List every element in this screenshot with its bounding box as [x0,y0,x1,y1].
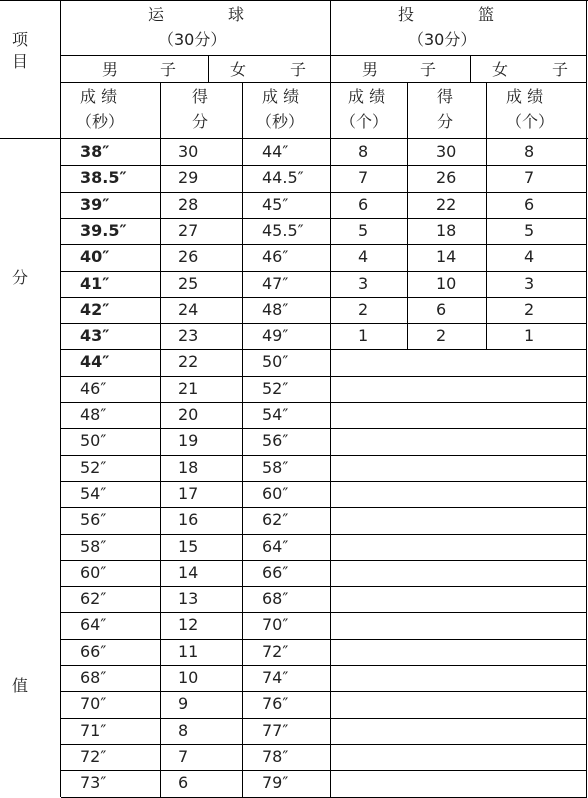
female-header: 子 [290,60,307,79]
dribble-score: 15 [178,537,199,556]
item-label: 目 [12,52,29,71]
dribble-male-time: 50″ [80,431,107,450]
dribble-female-time: 52″ [262,379,289,398]
dribble-male-time: 56″ [80,510,107,529]
shoot-score: 10 [436,274,457,293]
dribble-score: 23 [178,326,199,345]
dribble-male-time: 72″ [80,747,107,766]
shoot-male-count: 1 [358,326,369,345]
dribble-female-time: 50″ [262,352,289,371]
dribble-score: 26 [178,247,199,266]
shoot-score: 6 [436,300,447,319]
unit-seconds: （秒） [256,112,305,131]
male-header: 男 [362,60,379,79]
result-header: 成 绩 [348,87,386,106]
dribble-female-time: 74″ [262,668,289,687]
score-header: 分 [437,112,454,131]
dribble-score: 6 [178,773,189,792]
dribble-score: 13 [178,589,199,608]
dribble-score: 12 [178,615,199,634]
dribble-title: 球 [228,5,245,24]
dribble-male-time: 43″ [80,326,110,345]
dribble-male-time: 52″ [80,458,107,477]
shoot-title: 投 [398,5,415,24]
score-header: 分 [192,112,209,131]
shoot-title: 篮 [478,5,495,24]
dribble-female-time: 58″ [262,458,289,477]
shoot-male-count: 5 [358,221,369,240]
shoot-male-count: 3 [358,274,369,293]
dribble-male-time: 42″ [80,300,110,319]
dribble-female-time: 62″ [262,510,289,529]
dribble-score: 7 [178,747,189,766]
shoot-male-count: 6 [358,195,369,214]
dribble-score: 14 [178,563,199,582]
dribble-male-time: 62″ [80,589,107,608]
dribble-title: 运 [148,5,165,24]
dribble-female-time: 49″ [262,326,289,345]
score-header: 得 [437,87,454,106]
dribble-male-time: 66″ [80,642,107,661]
dribble-male-time: 44″ [80,352,110,371]
dribble-female-time: 45.5″ [262,221,304,240]
dribble-female-time: 76″ [262,694,289,713]
dribble-score: 17 [178,484,199,503]
dribble-male-time: 39″ [80,195,110,214]
dribble-male-time: 46″ [80,379,107,398]
dribble-male-time: 68″ [80,668,107,687]
dribble-female-time: 46″ [262,247,289,266]
dribble-score: 9 [178,694,189,713]
shoot-points: （30分） [408,30,477,49]
dribble-female-time: 45″ [262,195,289,214]
dribble-male-time: 39.5″ [80,221,127,240]
female-header: 子 [552,60,569,79]
shoot-score: 30 [436,142,457,161]
shoot-score: 2 [436,326,447,345]
dribble-female-time: 44″ [262,142,289,161]
dribble-male-time: 41″ [80,274,110,293]
dribble-female-time: 56″ [262,431,289,450]
shoot-female-count: 3 [524,274,535,293]
shoot-score: 22 [436,195,457,214]
shoot-female-count: 7 [524,168,535,187]
dribble-score: 16 [178,510,199,529]
dribble-score: 25 [178,274,199,293]
dribble-score: 8 [178,721,189,740]
result-header: 成 绩 [506,87,544,106]
shoot-male-count: 2 [358,300,369,319]
shoot-male-count: 7 [358,168,369,187]
male-header: 男 [102,60,119,79]
dribble-female-time: 68″ [262,589,289,608]
shoot-female-count: 8 [524,142,535,161]
dribble-female-time: 64″ [262,537,289,556]
shoot-score: 14 [436,247,457,266]
dribble-male-time: 70″ [80,694,107,713]
side-label-fen: 分 [12,268,29,287]
shoot-score: 18 [436,221,457,240]
dribble-score: 19 [178,431,199,450]
dribble-female-time: 72″ [262,642,289,661]
female-header: 女 [230,60,247,79]
shoot-male-count: 4 [358,247,369,266]
result-header: 成 绩 [80,87,118,106]
item-label: 项 [12,30,29,49]
dribble-score: 10 [178,668,199,687]
unit-count: （个） [340,112,389,131]
dribble-male-time: 54″ [80,484,107,503]
dribble-score: 20 [178,405,199,424]
dribble-score: 22 [178,352,199,371]
dribble-male-time: 58″ [80,537,107,556]
dribble-female-time: 44.5″ [262,168,304,187]
shoot-score: 26 [436,168,457,187]
dribble-male-time: 71″ [80,721,107,740]
dribble-male-time: 38″ [80,142,110,161]
result-header: 成 绩 [262,87,300,106]
dribble-female-time: 78″ [262,747,289,766]
dribble-female-time: 77″ [262,721,289,740]
male-header: 子 [160,60,177,79]
dribble-male-time: 40″ [80,247,110,266]
side-label-zhi: 值 [12,676,29,695]
male-header: 子 [420,60,437,79]
dribble-score: 27 [178,221,199,240]
score-header: 得 [192,87,209,106]
dribble-score: 30 [178,142,199,161]
dribble-score: 18 [178,458,199,477]
dribble-score: 21 [178,379,199,398]
unit-seconds: （秒） [76,112,125,131]
dribble-female-time: 79″ [262,773,289,792]
dribble-male-time: 60″ [80,563,107,582]
unit-count: （个） [506,112,555,131]
dribble-score: 11 [178,642,199,661]
dribble-male-time: 64″ [80,615,107,634]
dribble-female-time: 47″ [262,274,289,293]
shoot-male-count: 8 [358,142,369,161]
dribble-female-time: 60″ [262,484,289,503]
dribble-male-time: 48″ [80,405,107,424]
dribble-male-time: 73″ [80,773,107,792]
shoot-female-count: 6 [524,195,535,214]
shoot-female-count: 4 [524,247,535,266]
dribble-female-time: 54″ [262,405,289,424]
dribble-points: （30分） [158,30,227,49]
dribble-female-time: 48″ [262,300,289,319]
dribble-male-time: 38.5″ [80,168,127,187]
shoot-female-count: 1 [524,326,535,345]
dribble-score: 24 [178,300,199,319]
female-header: 女 [492,60,509,79]
dribble-female-time: 66″ [262,563,289,582]
dribble-female-time: 70″ [262,615,289,634]
shoot-female-count: 2 [524,300,535,319]
shoot-female-count: 5 [524,221,535,240]
dribble-score: 29 [178,168,199,187]
dribble-score: 28 [178,195,199,214]
